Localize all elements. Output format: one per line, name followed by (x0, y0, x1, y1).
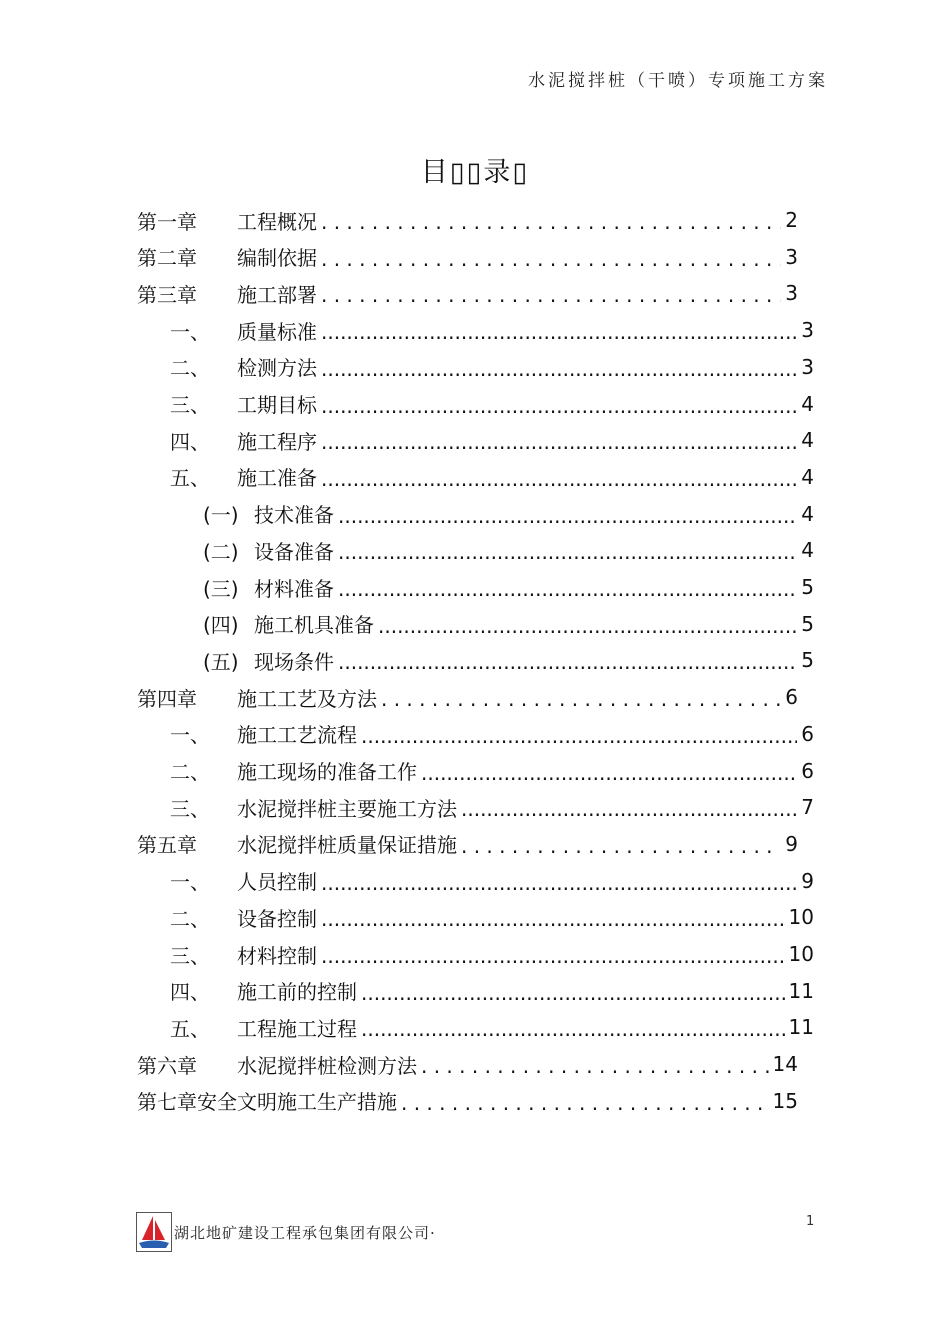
toc-entry-page: 4 (801, 428, 814, 453)
toc-dot-leader (321, 944, 785, 968)
toc-entry-page: 7 (801, 795, 814, 820)
toc-entry-title: 技术准备 (254, 503, 334, 528)
toc-entry[interactable] (170, 422, 814, 458)
toc-dot-leader (321, 907, 785, 931)
toc-dot-leader (338, 650, 797, 674)
toc-entry-title: 施工工艺流程 (237, 723, 357, 748)
toc-entry-number: 四、 (170, 980, 210, 1005)
toc-entry[interactable] (170, 386, 814, 422)
toc-dot-leader (361, 981, 785, 1005)
toc-entry-page: 5 (801, 648, 814, 673)
toc-title: 目▯▯录▯ (420, 157, 530, 188)
toc-entry[interactable] (170, 716, 814, 752)
toc-entry-number: (五) (203, 649, 239, 674)
toc-dot-leader (321, 210, 781, 234)
toc-entry-number: (三) (203, 576, 239, 601)
toc-entry-title: 施工准备 (237, 466, 317, 491)
toc-entry-number: 一、 (170, 723, 210, 748)
toc-entry[interactable] (137, 202, 798, 238)
toc-dot-leader (321, 283, 781, 307)
toc-entry-number: 三、 (170, 393, 210, 417)
footer-company-name: 湖北地矿建设工程承包集团有限公司· (174, 1224, 436, 1242)
company-logo-icon (136, 1212, 172, 1252)
toc-entry[interactable] (170, 789, 814, 825)
toc-entry-title: 设备控制 (237, 906, 317, 931)
toc-entry[interactable] (137, 239, 798, 275)
toc-entry-page: 4 (801, 391, 814, 416)
toc-entry-title: 施工前的控制 (237, 980, 357, 1005)
toc-dot-leader (361, 1017, 785, 1041)
toc-entry-page: 3 (801, 318, 814, 343)
toc-entry-page: 10 (788, 905, 814, 930)
toc-entry-number: 五、 (170, 466, 210, 491)
toc-dot-leader (461, 797, 797, 821)
toc-entry[interactable] (170, 753, 814, 789)
toc-entry-number: 四、 (170, 429, 210, 454)
toc-entry-number: 三、 (170, 943, 210, 968)
toc-dot-leader (321, 320, 797, 344)
toc-entry-number: 第一章 (137, 209, 197, 234)
toc-entry-page: 15 (772, 1088, 798, 1113)
toc-dot-leader (321, 394, 797, 418)
toc-dot-leader (321, 247, 781, 271)
toc-entry[interactable] (170, 899, 814, 935)
toc-entry-title: 现场条件 (254, 649, 334, 674)
toc-entry-number: 第六章 (137, 1053, 197, 1078)
toc-entry-number: 三、 (170, 796, 210, 821)
toc-dot-leader (338, 577, 797, 601)
toc-entry[interactable] (203, 642, 814, 678)
page-number: 1 (806, 1214, 815, 1229)
toc-entry-title: 安全文明施工生产措施 (197, 1090, 397, 1115)
toc-dot-leader (321, 467, 797, 491)
toc-dot-leader (321, 357, 797, 381)
toc-entry[interactable] (203, 532, 814, 568)
toc-dot-leader (461, 834, 781, 858)
toc-entry[interactable] (170, 973, 814, 1009)
toc-dot-leader (421, 761, 797, 785)
toc-entry-title: 检测方法 (237, 356, 317, 381)
toc-entry-number: (二) (203, 539, 239, 564)
toc-entry-page: 4 (801, 538, 814, 563)
toc-entry-title: 水泥搅拌桩主要施工方法 (237, 796, 457, 821)
toc-entry-page: 4 (801, 464, 814, 489)
toc-entry-page: 5 (801, 611, 814, 636)
toc-entry-number: 一、 (170, 319, 210, 344)
toc-entry-page: 4 (801, 501, 814, 526)
toc-entry-number: (四) (203, 613, 239, 638)
toc-entry-number: (一) (203, 503, 239, 528)
toc-dot-leader (401, 1091, 769, 1115)
toc-entry[interactable] (170, 349, 814, 385)
toc-entry[interactable] (170, 936, 814, 972)
toc-entry-title: 材料控制 (237, 943, 317, 968)
toc-dot-leader (361, 724, 797, 748)
toc-entry-number: 第七章 (137, 1090, 197, 1115)
toc-entry-title: 工程概况 (237, 209, 317, 234)
toc-entry-title: 施工部署 (237, 282, 317, 307)
toc-entry-page: 2 (785, 208, 798, 232)
toc-entry-number: 第五章 (137, 833, 197, 858)
toc-entry-title: 施工程序 (237, 429, 317, 454)
toc-entry-number: 二、 (170, 356, 210, 381)
toc-entry-page: 14 (772, 1052, 798, 1077)
toc-dot-leader (338, 504, 797, 528)
toc-entry-number: 五、 (170, 1016, 210, 1041)
toc-entry-title: 工程施工过程 (237, 1016, 357, 1041)
toc-entry-title: 工期目标 (237, 393, 317, 417)
toc-entry-title: 水泥搅拌桩检测方法 (237, 1053, 417, 1078)
toc-entry-page: 9 (801, 868, 814, 893)
toc-entry[interactable] (170, 1009, 814, 1045)
toc-entry-page: 6 (801, 758, 814, 783)
toc-entry[interactable] (203, 496, 814, 532)
toc-entry[interactable] (203, 569, 814, 605)
toc-entry-number: 第四章 (137, 686, 197, 711)
toc-entry[interactable] (137, 1046, 798, 1082)
toc-dot-leader (338, 540, 797, 564)
toc-entry-title: 水泥搅拌桩质量保证措施 (237, 833, 457, 858)
toc-entry-title: 质量标准 (237, 319, 317, 344)
toc-entry-number: 二、 (170, 906, 210, 931)
toc-entry-page: 10 (788, 942, 814, 966)
toc-entry-page: 3 (801, 354, 814, 379)
document-header: 水泥搅拌桩（干喷）专项施工方案 (528, 71, 828, 91)
toc-entry-page: 3 (785, 281, 798, 306)
toc-dot-leader (378, 614, 797, 638)
toc-entry[interactable] (203, 606, 814, 642)
toc-entry-number: 第二章 (137, 246, 197, 271)
toc-entry[interactable] (170, 312, 814, 348)
toc-dot-leader (321, 430, 797, 454)
toc-dot-leader (421, 1054, 769, 1078)
toc-entry-title: 设备准备 (254, 539, 334, 564)
toc-entry-title: 施工工艺及方法 (237, 686, 377, 711)
toc-entry-title: 施工现场的准备工作 (237, 760, 417, 784)
toc-entry-page: 11 (788, 978, 814, 1003)
toc-entry[interactable] (137, 826, 798, 862)
toc-entry-page: 5 (801, 575, 814, 599)
toc-dot-leader (381, 687, 781, 711)
toc-entry-number: 二、 (170, 760, 210, 784)
toc-entry-title: 编制依据 (237, 246, 317, 271)
toc-entry[interactable] (137, 679, 798, 715)
toc-entry-page: 3 (785, 244, 798, 269)
toc-entry-number: 第三章 (137, 282, 197, 307)
toc-entry-title: 材料准备 (254, 576, 334, 601)
toc-dot-leader (321, 871, 797, 895)
toc-entry-page: 6 (801, 721, 814, 746)
toc-entry[interactable] (170, 459, 814, 495)
toc-entry[interactable] (137, 1083, 798, 1119)
toc-entry-title: 施工机具准备 (254, 613, 374, 638)
toc-entry[interactable] (170, 863, 814, 899)
toc-entry-page: 11 (788, 1015, 814, 1040)
toc-entry[interactable] (137, 275, 798, 311)
toc-entry-page: 9 (785, 831, 798, 856)
toc-entry-page: 6 (785, 685, 798, 710)
toc-entry-title: 人员控制 (237, 870, 317, 895)
toc-entry-number: 一、 (170, 870, 210, 895)
